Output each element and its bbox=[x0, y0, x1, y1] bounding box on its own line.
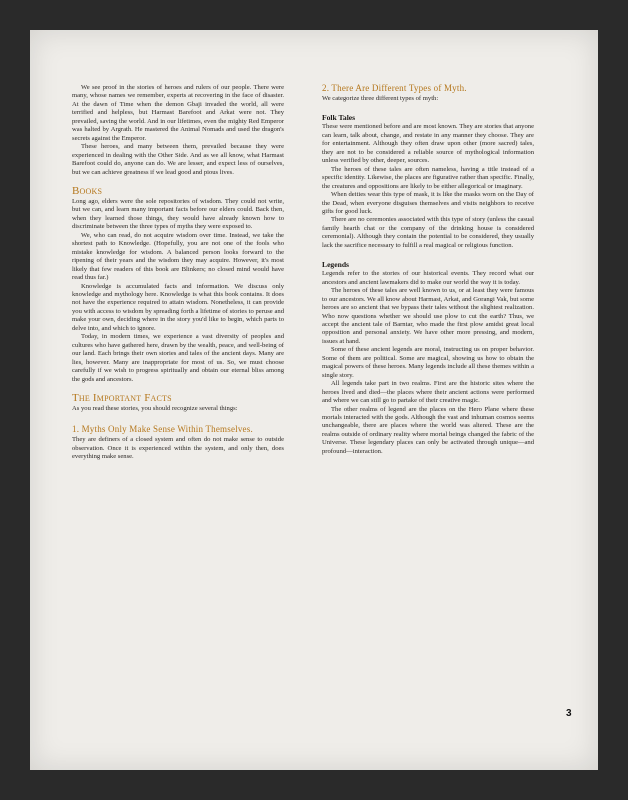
paragraph: All legends take part in two realms. First are the historic sites where the heroes lived and died—the places where their ancient actions were performed and where we can still go to partake of their creative magic. bbox=[322, 380, 534, 405]
left-column bbox=[72, 84, 284, 462]
subsection-heading-myths-make-sense: 1. Myths Only Make Sense Within Themselves. bbox=[72, 424, 253, 435]
book-page bbox=[30, 30, 598, 770]
section-heading-important-facts: The Important Facts bbox=[72, 391, 172, 404]
paragraph: When deities wear this type of mask, it is like the masks worn on the Day of the Dead, when everyone disguises themselves and visits neighbors to receive gifts for good luck. bbox=[322, 191, 534, 215]
paragraph: Legends refer to the stories of our historical events. They record what our ancestors and ancient lawmakers did to make our world the way it is today. bbox=[322, 270, 534, 286]
page-number: 3 bbox=[566, 708, 572, 719]
paragraph: We see proof in the stories of heroes and rulers of our people. There were many, whose names we remember, experts at recovering in the face of disaster. At the dawn of Time when the demon Gbaji invaded the world, all were terrified and helpless, but Harmast Barefoot and Arkat were not. They prevailed, saving the world. And in our lifetimes, even the mighty Red Emperor was halted by Argrath. He mastered the Animal Nomads and used the dragon's secrets against the Emperor. bbox=[72, 84, 284, 142]
paragraph: Long ago, elders were the sole repositories of wisdom. They could not write, but we can, and learn many important facts before our elders could. Back then, when they learned those things, they would have already known how to discriminate between the three types of myths they were exposed to. bbox=[72, 197, 284, 231]
paragraph: They are definers of a closed system and often do not make sense to outside observation. Once it is experienced within the system, and only then, does everything make sense. bbox=[72, 436, 284, 461]
paragraph: The heroes of these tales are well known to us, or at least they were famous to our ancestors. We all know about Harmast, Arkat, and Gorangi Vak, but some heroes are so ancient that we bypass their tales without the slightest realization. Who now questions whether we should use plow to cut the earth? Thus, we accept the ancient tale of Barntar, who made the first plow amidst great local opposition and personal anxiety. We have other more pressing, and modern, issues at hand. bbox=[322, 287, 534, 345]
paragraph: Some of these ancient legends are moral, instructing us on proper behavior. Some of them are political. Some are magical, showing us how to obtain the magical powers of these heroes. Many legends include all these themes within a single story. bbox=[322, 346, 534, 379]
paragraph: We categorize three different types of myth: bbox=[322, 95, 439, 102]
subheading-folk-tales: Folk Tales bbox=[322, 113, 356, 123]
paragraph: These were mentioned before and are most known. They are stories that anyone can learn, talk about, change, and restate in any manner they choose. They are for entertainment. Although they often draw upon other (more sacred) tales, they are not to be considered a reliable source of mythological information unless verified by other, deeper, sources. bbox=[322, 123, 534, 165]
paragraph: Knowledge is accumulated facts and information. We discuss only knowledge and mythology here. Knowledge is what this book contains. It does not have the experience required to attain wisdom. Nonetheless, it can provide you with access to wisdom by spreading forth a lifetime of stories to peruse and make your own, deciding where in the story you'd like to begin, which parts to delve into, and which to ignore. bbox=[72, 282, 284, 332]
subsection-heading-types-of-myth: 2. There Are Different Types of Myth. bbox=[322, 83, 467, 93]
subheading-legends: Legends bbox=[322, 260, 350, 270]
paragraph: These heroes, and many between them, prevailed because they were experienced in dealing with the Other Side. And as we all know, what Harmast Barefoot could do, anyone can do. We are lesser, and expect less of ourselves, but we can achieve greatness if we lead good and pious lives. bbox=[72, 143, 284, 176]
paragraph: We, who can read, do not acquire wisdom over time. Instead, we take the shortest path to Knowledge. (Hopefully, you are not one of the fools who mistake knowledge for wisdom. A balanced person looks forward to the ripening of their years and the wisdom they may acquire. However, it's most likely that few readers of this book are Blinkers; no closed mind would have read thus far.) bbox=[72, 231, 284, 282]
paragraph: There are no ceremonies associated with this type of story (unless the casual family hearth chat or the company of the drinking house is considered ceremonial). Although they contain the potential to be considered, they usually lack the sacrifice necessary to fulfill a real magical or religious function. bbox=[322, 216, 534, 249]
paragraph: The heroes of these tales are often nameless, having a title instead of a specific identity. Likewise, the places are figurative rather than specific. Finally, the creatures and oppositions are likely to be either allegorical or imaginary. bbox=[322, 165, 534, 190]
paragraph: As you read these stories, you should recognize several things: bbox=[72, 404, 238, 412]
paragraph: The other realms of legend are the places on the Hero Plane where these mortals interacted with the gods. Although the vast and inhuman cosmos seems unchangeable, there are places where the world was altered. These are the realms outside of ordinary reality where mortal beings changed the fabric of the Universe. These legendary places can only be activated through unique—and profound—interaction. bbox=[322, 405, 534, 455]
right-column bbox=[322, 82, 534, 456]
paragraph: Today, in modern times, we experience a vast diversity of peoples and cultures who have gathered here, drawn by the wealth, peace, and well-being of our land. Each brings their own stories and tales of the ancient days. Many are lies, however. Many are inappropriate for most of us. So, we must choose carefully if we wish to progress spiritually and obtain our eternal bliss among the gods and ancestors. bbox=[72, 333, 284, 383]
section-heading-books: Books bbox=[72, 184, 103, 197]
